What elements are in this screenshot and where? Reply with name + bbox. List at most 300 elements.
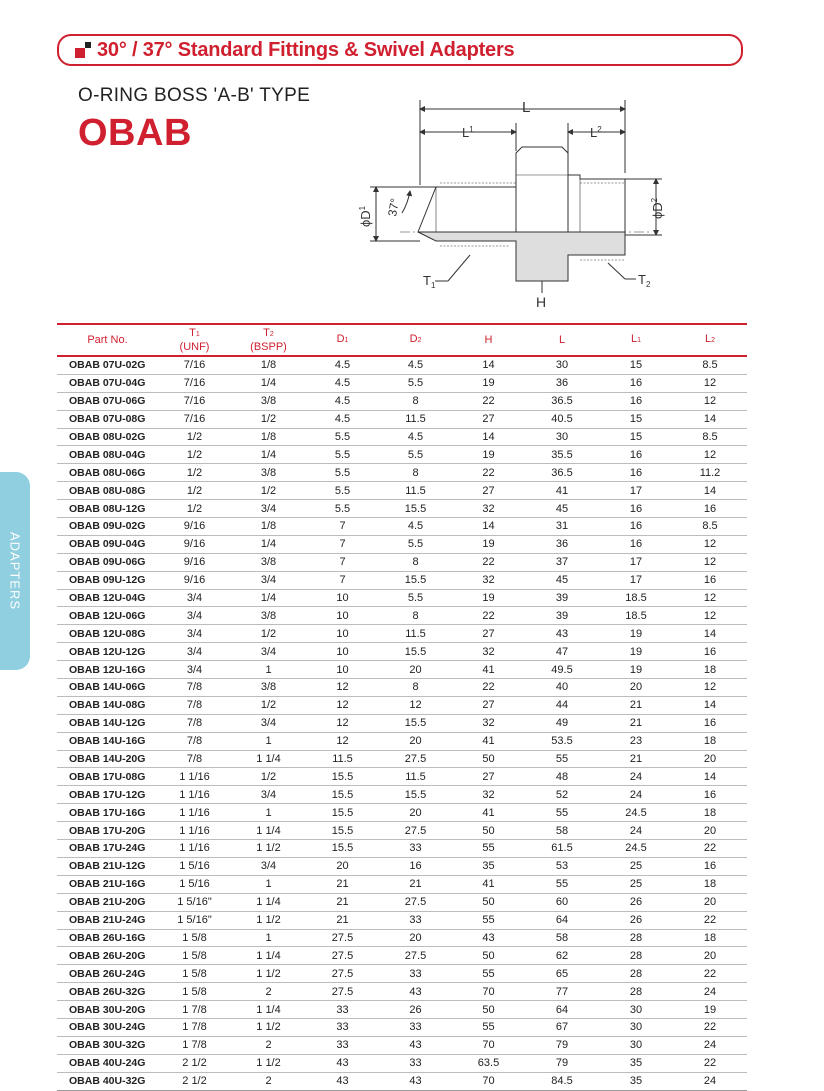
table-cell: 1 1/2 xyxy=(231,965,306,983)
table-cell: 14 xyxy=(673,410,747,428)
table-cell: 1 1/4 xyxy=(231,947,306,965)
part-number-cell: OBAB 12U-12G xyxy=(57,643,158,661)
table-cell: 14 xyxy=(452,518,525,536)
table-cell: 1 1/16 xyxy=(158,822,231,840)
part-number-cell: OBAB 12U-08G xyxy=(57,625,158,643)
table-cell: 24 xyxy=(673,1036,747,1054)
table-row xyxy=(57,553,747,571)
thread-T1-label: $T_1$ xyxy=(423,273,436,290)
table-cell: 43 xyxy=(306,1072,379,1090)
table-cell: 1/2 xyxy=(158,446,231,464)
table-cell: 4.5 xyxy=(379,428,452,446)
table-cell: 17 xyxy=(599,571,673,589)
table-cell: 4.5 xyxy=(306,356,379,374)
table-cell: 55 xyxy=(525,875,599,893)
table-cell: 50 xyxy=(452,1001,525,1019)
table-cell: 50 xyxy=(452,893,525,911)
table-cell: 27.5 xyxy=(306,983,379,1001)
table-cell: 1/4 xyxy=(231,374,306,392)
table-cell: 21 xyxy=(379,875,452,893)
table-cell: 11.5 xyxy=(306,750,379,768)
table-cell: 50 xyxy=(452,750,525,768)
table-cell: 11.5 xyxy=(379,768,452,786)
table-cell: 18 xyxy=(673,875,747,893)
side-tab-label: ADAPTERS xyxy=(7,531,23,611)
table-cell: 16 xyxy=(599,374,673,392)
table-cell: 20 xyxy=(379,804,452,822)
table-row xyxy=(57,410,747,428)
table-cell: 41 xyxy=(452,732,525,750)
table-cell: 30 xyxy=(599,1001,673,1019)
table-cell: 61.5 xyxy=(525,840,599,858)
table-cell: 39 xyxy=(525,589,599,607)
table-cell: 70 xyxy=(452,1036,525,1054)
part-number-cell: OBAB 07U-04G xyxy=(57,374,158,392)
part-number-cell: OBAB 14U-08G xyxy=(57,696,158,714)
table-cell: 1 7/8 xyxy=(158,1001,231,1019)
table-cell: 30 xyxy=(525,428,599,446)
table-cell: 27.5 xyxy=(306,929,379,947)
table-cell: 35 xyxy=(599,1054,673,1072)
table-cell: 1/4 xyxy=(231,535,306,553)
table-row xyxy=(57,661,747,679)
table-cell: 16 xyxy=(599,518,673,536)
table-row xyxy=(57,696,747,714)
table-cell: 70 xyxy=(452,1072,525,1090)
table-cell: 3/4 xyxy=(231,714,306,732)
table-cell: 22 xyxy=(452,464,525,482)
table-cell: 3/4 xyxy=(231,571,306,589)
part-number-cell: OBAB 14U-06G xyxy=(57,679,158,697)
table-cell: 70 xyxy=(452,983,525,1001)
table-cell: 1/2 xyxy=(158,500,231,518)
table-cell: 1 1/16 xyxy=(158,804,231,822)
part-number-cell: OBAB 08U-08G xyxy=(57,482,158,500)
product-code: OBAB xyxy=(78,112,192,154)
table-cell: 15.5 xyxy=(306,804,379,822)
part-number-cell: OBAB 17U-12G xyxy=(57,786,158,804)
table-row xyxy=(57,750,747,768)
table-row xyxy=(57,911,747,929)
table-cell: 12 xyxy=(673,374,747,392)
table-row xyxy=(57,1036,747,1054)
table-cell: 19 xyxy=(452,446,525,464)
table-cell: 28 xyxy=(599,965,673,983)
table-cell: 60 xyxy=(525,893,599,911)
table-cell: 8 xyxy=(379,607,452,625)
table-cell: 30 xyxy=(525,356,599,374)
table-cell: 5.5 xyxy=(379,374,452,392)
table-cell: 3/8 xyxy=(231,464,306,482)
table-cell: 1 5/8 xyxy=(158,929,231,947)
table-cell: 3/4 xyxy=(158,607,231,625)
table-cell: 35 xyxy=(599,1072,673,1090)
dim-L2-label: $L^2$ xyxy=(590,125,602,140)
table-cell: 12 xyxy=(306,679,379,697)
table-cell: 40 xyxy=(525,679,599,697)
table-cell: 2 xyxy=(231,1036,306,1054)
table-cell: 12 xyxy=(673,607,747,625)
table-cell: 1 xyxy=(231,804,306,822)
table-cell: 48 xyxy=(525,768,599,786)
table-cell: 62 xyxy=(525,947,599,965)
table-row xyxy=(57,643,747,661)
table-cell: 30 xyxy=(599,1036,673,1054)
table-cell: 16 xyxy=(673,571,747,589)
table-cell: 4.5 xyxy=(306,392,379,410)
table-header-row xyxy=(57,324,747,356)
table-cell: 50 xyxy=(452,822,525,840)
table-cell: 5.5 xyxy=(379,535,452,553)
table-cell: 33 xyxy=(306,1001,379,1019)
table-cell: 16 xyxy=(379,857,452,875)
table-cell: 16 xyxy=(673,857,747,875)
table-cell: 20 xyxy=(306,857,379,875)
table-row xyxy=(57,875,747,893)
table-cell: 20 xyxy=(379,732,452,750)
table-cell: 1 1/4 xyxy=(231,750,306,768)
table-cell: 79 xyxy=(525,1036,599,1054)
table-cell: 4.5 xyxy=(306,374,379,392)
table-cell: 10 xyxy=(306,661,379,679)
column-header: Part No. xyxy=(87,333,128,346)
column-header: D1 xyxy=(336,333,349,345)
table-cell: 45 xyxy=(525,500,599,518)
table-cell: 20 xyxy=(599,679,673,697)
table-cell: 26 xyxy=(599,893,673,911)
table-cell: 36 xyxy=(525,535,599,553)
table-cell: 1 xyxy=(231,875,306,893)
table-cell: 33 xyxy=(306,1036,379,1054)
table-cell: 36.5 xyxy=(525,392,599,410)
table-cell: 55 xyxy=(452,1018,525,1036)
table-cell: 3/4 xyxy=(231,500,306,518)
table-row xyxy=(57,947,747,965)
table-cell: 22 xyxy=(673,1018,747,1036)
table-row xyxy=(57,1001,747,1019)
table-cell: 24 xyxy=(673,983,747,1001)
table-cell: 14 xyxy=(673,625,747,643)
table-row xyxy=(57,929,747,947)
table-cell: 20 xyxy=(379,661,452,679)
table-cell: 40.5 xyxy=(525,410,599,428)
table-cell: 33 xyxy=(379,840,452,858)
table-cell: 44 xyxy=(525,696,599,714)
part-number-cell: OBAB 17U-20G xyxy=(57,822,158,840)
part-number-cell: OBAB 30U-32G xyxy=(57,1036,158,1054)
table-row xyxy=(57,589,747,607)
table-cell: 7/16 xyxy=(158,374,231,392)
table-cell: 8 xyxy=(379,553,452,571)
table-cell: 1 5/16" xyxy=(158,911,231,929)
table-cell: 35.5 xyxy=(525,446,599,464)
table-cell: 84.5 xyxy=(525,1072,599,1090)
table-cell: 21 xyxy=(306,911,379,929)
table-cell: 25 xyxy=(599,875,673,893)
table-row xyxy=(57,714,747,732)
part-number-cell: OBAB 07U-06G xyxy=(57,392,158,410)
table-cell: 11.5 xyxy=(379,482,452,500)
table-cell: 28 xyxy=(599,983,673,1001)
table-cell: 16 xyxy=(673,643,747,661)
table-cell: 41 xyxy=(525,482,599,500)
table-cell: 19 xyxy=(452,374,525,392)
part-number-cell: OBAB 26U-24G xyxy=(57,965,158,983)
table-cell: 24 xyxy=(673,1072,747,1090)
table-cell: 16 xyxy=(599,446,673,464)
table-cell: 35 xyxy=(452,857,525,875)
part-number-cell: OBAB 12U-16G xyxy=(57,661,158,679)
table-cell: 53.5 xyxy=(525,732,599,750)
table-cell: 15.5 xyxy=(379,786,452,804)
table-cell: 3/4 xyxy=(158,643,231,661)
table-cell: 47 xyxy=(525,643,599,661)
part-number-cell: OBAB 40U-32G xyxy=(57,1072,158,1090)
table-cell: 12 xyxy=(673,589,747,607)
table-cell: 33 xyxy=(379,1018,452,1036)
table-cell: 4.5 xyxy=(379,356,452,374)
table-cell: 7/16 xyxy=(158,392,231,410)
table-cell: 12 xyxy=(306,696,379,714)
part-number-cell: OBAB 08U-06G xyxy=(57,464,158,482)
table-cell: 43 xyxy=(379,1072,452,1090)
table-cell: 1/4 xyxy=(231,446,306,464)
table-row xyxy=(57,893,747,911)
table-cell: 1 1/4 xyxy=(231,893,306,911)
table-cell: 24 xyxy=(599,822,673,840)
table-cell: 3/8 xyxy=(231,679,306,697)
angle-label: 37° xyxy=(385,197,403,218)
table-cell: 24.5 xyxy=(599,840,673,858)
table-cell: 1 5/16" xyxy=(158,893,231,911)
table-cell: 14 xyxy=(673,696,747,714)
table-cell: 12 xyxy=(673,446,747,464)
table-cell: 7 xyxy=(306,535,379,553)
table-cell: 27 xyxy=(452,482,525,500)
section-banner xyxy=(57,34,743,66)
table-cell: 12 xyxy=(306,732,379,750)
table-cell: 15 xyxy=(599,356,673,374)
part-number-cell: OBAB 21U-24G xyxy=(57,911,158,929)
table-cell: 9/16 xyxy=(158,518,231,536)
table-cell: 12 xyxy=(306,714,379,732)
table-cell: 14 xyxy=(452,356,525,374)
table-cell: 7/8 xyxy=(158,732,231,750)
table-cell: 55 xyxy=(452,840,525,858)
part-number-cell: OBAB 14U-12G xyxy=(57,714,158,732)
table-row xyxy=(57,804,747,822)
table-cell: 18.5 xyxy=(599,607,673,625)
table-cell: 5.5 xyxy=(379,446,452,464)
table-cell: 18 xyxy=(673,661,747,679)
table-cell: 7/8 xyxy=(158,714,231,732)
table-cell: 64 xyxy=(525,911,599,929)
table-cell: 12 xyxy=(379,696,452,714)
table-cell: 3/4 xyxy=(158,589,231,607)
table-cell: 5.5 xyxy=(306,446,379,464)
table-cell: 15 xyxy=(599,428,673,446)
table-row xyxy=(57,464,747,482)
table-cell: 1 xyxy=(231,661,306,679)
table-cell: 23 xyxy=(599,732,673,750)
table-cell: 1 xyxy=(231,929,306,947)
table-cell: 8.5 xyxy=(673,518,747,536)
table-row xyxy=(57,607,747,625)
table-cell: 27 xyxy=(452,696,525,714)
table-cell: 1 5/16 xyxy=(158,857,231,875)
table-cell: 27.5 xyxy=(379,947,452,965)
part-number-cell: OBAB 08U-02G xyxy=(57,428,158,446)
table-cell: 41 xyxy=(452,804,525,822)
fitting-drawing xyxy=(340,95,680,315)
column-header: D2 xyxy=(409,333,422,345)
part-number-cell: OBAB 14U-16G xyxy=(57,732,158,750)
column-header: T2 (BSPP) xyxy=(250,326,287,353)
table-row xyxy=(57,535,747,553)
part-number-cell: OBAB 09U-02G xyxy=(57,518,158,536)
table-cell: 22 xyxy=(452,607,525,625)
table-cell: 16 xyxy=(599,500,673,518)
table-cell: 1/2 xyxy=(158,428,231,446)
table-cell: 19 xyxy=(599,661,673,679)
table-cell: 27.5 xyxy=(379,822,452,840)
part-number-cell: OBAB 09U-04G xyxy=(57,535,158,553)
table-cell: 43 xyxy=(452,929,525,947)
part-number-cell: OBAB 30U-24G xyxy=(57,1018,158,1036)
table-cell: 21 xyxy=(599,750,673,768)
table-cell: 15.5 xyxy=(306,768,379,786)
dim-D2-label: $\phi D^2$ xyxy=(650,197,665,219)
column-header: L2 xyxy=(704,333,716,345)
part-number-cell: OBAB 07U-02G xyxy=(57,356,158,374)
table-cell: 58 xyxy=(525,929,599,947)
table-cell: 33 xyxy=(379,965,452,983)
table-cell: 15.5 xyxy=(306,840,379,858)
table-cell: 1/8 xyxy=(231,518,306,536)
table-cell: 15.5 xyxy=(379,571,452,589)
table-cell: 24 xyxy=(599,768,673,786)
table-cell: 65 xyxy=(525,965,599,983)
table-cell: 27 xyxy=(452,768,525,786)
table-cell: 52 xyxy=(525,786,599,804)
part-number-cell: OBAB 30U-20G xyxy=(57,1001,158,1019)
table-cell: 39 xyxy=(525,607,599,625)
table-cell: 5.5 xyxy=(306,464,379,482)
table-cell: 22 xyxy=(452,553,525,571)
table-cell: 19 xyxy=(599,625,673,643)
part-number-cell: OBAB 07U-08G xyxy=(57,410,158,428)
table-cell: 14 xyxy=(452,428,525,446)
table-cell: 37 xyxy=(525,553,599,571)
table-cell: 32 xyxy=(452,571,525,589)
table-cell: 12 xyxy=(673,679,747,697)
table-cell: 16 xyxy=(673,500,747,518)
table-cell: 33 xyxy=(379,1054,452,1072)
table-row xyxy=(57,1018,747,1036)
table-cell: 49.5 xyxy=(525,661,599,679)
side-tab[interactable] xyxy=(0,472,30,670)
table-cell: 25 xyxy=(599,857,673,875)
table-cell: 16 xyxy=(599,392,673,410)
table-cell: 22 xyxy=(673,965,747,983)
table-cell: 63.5 xyxy=(452,1054,525,1072)
table-cell: 11.5 xyxy=(379,410,452,428)
table-cell: 4.5 xyxy=(379,518,452,536)
table-cell: 15.5 xyxy=(379,500,452,518)
table-cell: 8.5 xyxy=(673,356,747,374)
table-cell: 1 xyxy=(231,732,306,750)
table-cell: 7/16 xyxy=(158,410,231,428)
table-cell: 43 xyxy=(379,983,452,1001)
table-cell: 9/16 xyxy=(158,535,231,553)
table-cell: 77 xyxy=(525,983,599,1001)
table-cell: 16 xyxy=(673,714,747,732)
table-cell: 1 7/8 xyxy=(158,1018,231,1036)
table-cell: 8 xyxy=(379,679,452,697)
table-cell: 15.5 xyxy=(306,822,379,840)
table-cell: 7 xyxy=(306,518,379,536)
table-cell: 3/8 xyxy=(231,607,306,625)
table-cell: 1/2 xyxy=(158,464,231,482)
table-cell: 26 xyxy=(599,911,673,929)
part-number-cell: OBAB 12U-04G xyxy=(57,589,158,607)
column-header: L xyxy=(558,333,566,346)
table-cell: 18.5 xyxy=(599,589,673,607)
table-cell: 12 xyxy=(673,535,747,553)
table-row xyxy=(57,768,747,786)
table-cell: 15.5 xyxy=(379,643,452,661)
table-cell: 2 1/2 xyxy=(158,1072,231,1090)
table-row xyxy=(57,625,747,643)
thread-T2-label: $T_2$ xyxy=(638,272,651,289)
table-cell: 7 xyxy=(306,553,379,571)
table-cell: 43 xyxy=(379,1036,452,1054)
part-number-cell: OBAB 08U-04G xyxy=(57,446,158,464)
table-row xyxy=(57,500,747,518)
table-cell: 36 xyxy=(525,374,599,392)
table-cell: 17 xyxy=(599,482,673,500)
table-cell: 4.5 xyxy=(306,410,379,428)
product-subtitle: O-RING BOSS 'A-B' TYPE xyxy=(78,85,311,106)
table-cell: 20 xyxy=(673,822,747,840)
table-cell: 1 1/2 xyxy=(231,911,306,929)
table-row xyxy=(57,822,747,840)
table-cell: 16 xyxy=(599,464,673,482)
table-cell: 1 5/8 xyxy=(158,965,231,983)
table-cell: 27.5 xyxy=(379,750,452,768)
table-cell: 7/8 xyxy=(158,679,231,697)
part-number-cell: OBAB 21U-20G xyxy=(57,893,158,911)
table-cell: 1 5/8 xyxy=(158,947,231,965)
table-cell: 3/4 xyxy=(231,857,306,875)
hex-H-label: H xyxy=(536,294,547,310)
table-row xyxy=(57,428,747,446)
table-cell: 1 1/16 xyxy=(158,786,231,804)
table-cell: 1/2 xyxy=(231,696,306,714)
table-cell: 1 5/8 xyxy=(158,983,231,1001)
table-cell: 79 xyxy=(525,1054,599,1072)
table-cell: 9/16 xyxy=(158,571,231,589)
table-cell: 1/2 xyxy=(158,482,231,500)
table-cell: 14 xyxy=(673,482,747,500)
table-cell: 19 xyxy=(673,1001,747,1019)
table-row xyxy=(57,983,747,1001)
table-row xyxy=(57,482,747,500)
table-cell: 8.5 xyxy=(673,428,747,446)
part-number-cell: OBAB 26U-32G xyxy=(57,983,158,1001)
table-cell: 27.5 xyxy=(379,893,452,911)
table-cell: 16 xyxy=(599,535,673,553)
